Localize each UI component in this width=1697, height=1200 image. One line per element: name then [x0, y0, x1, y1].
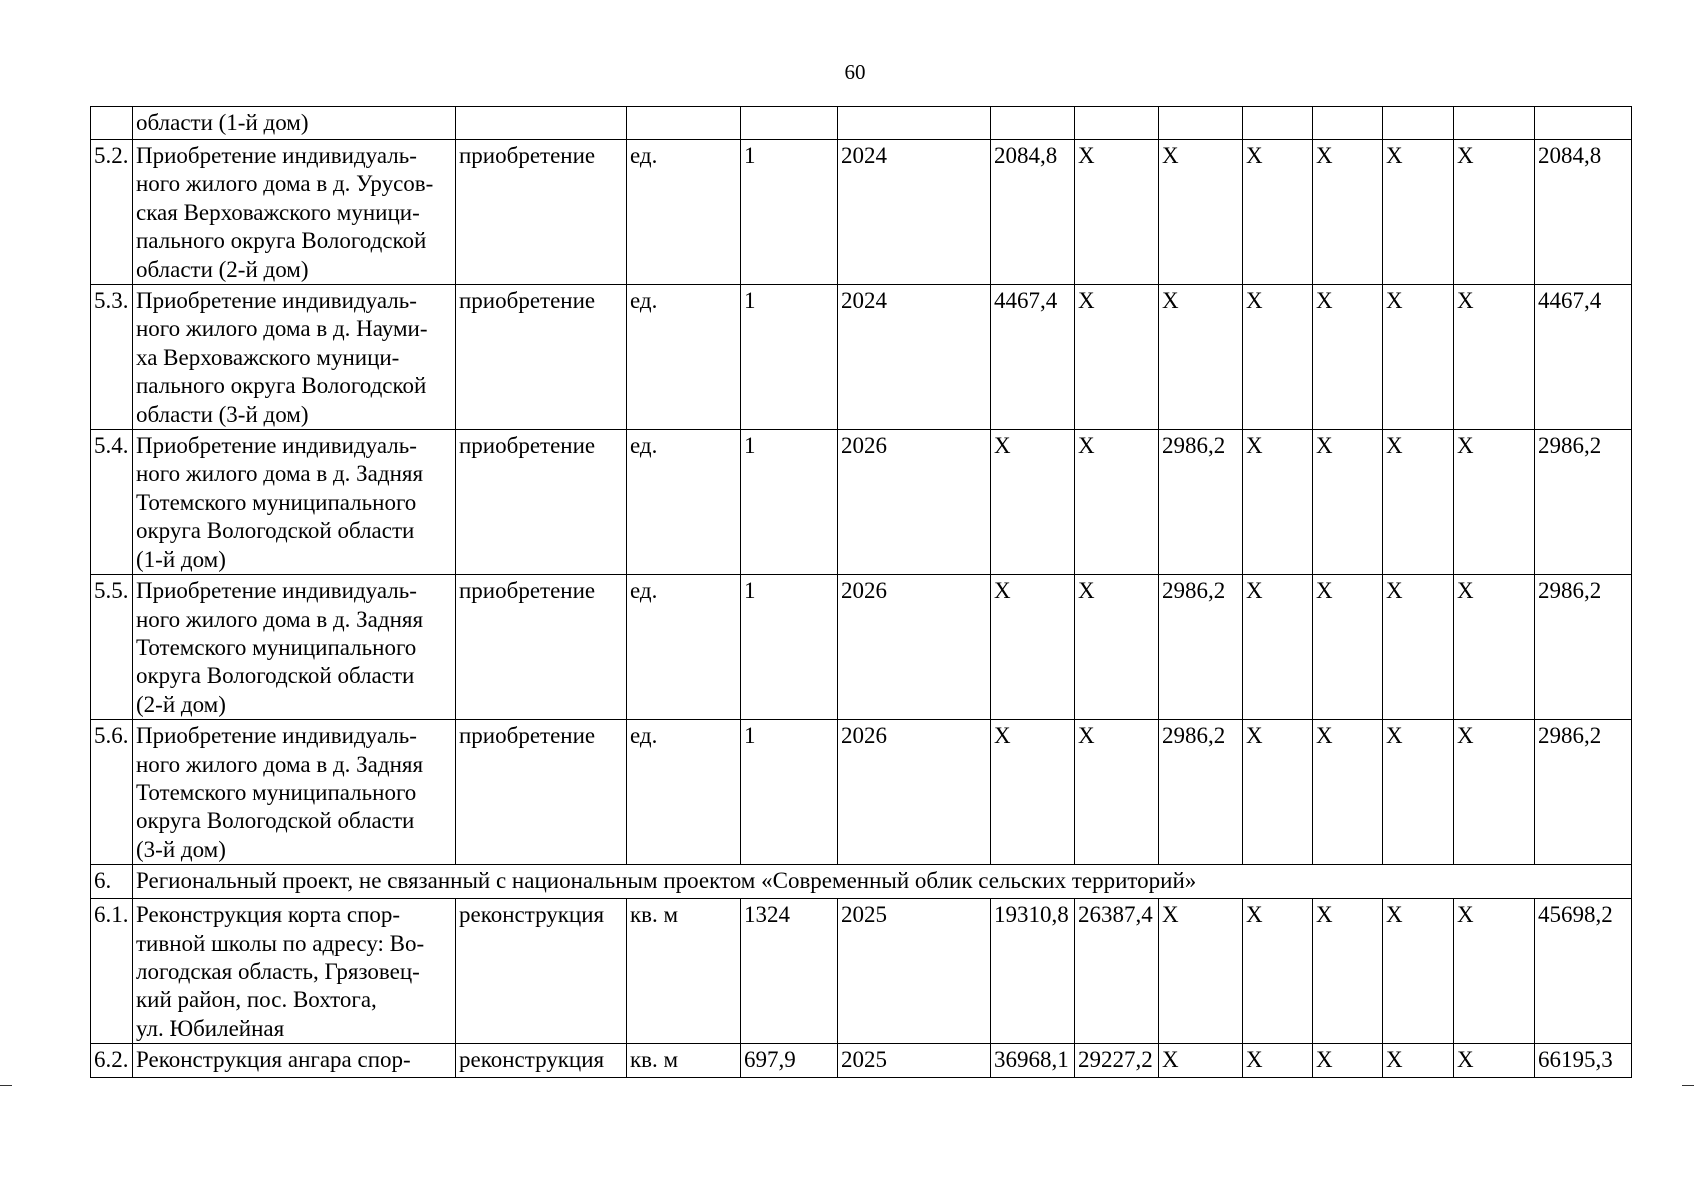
cell-num: 5.5.: [91, 575, 133, 720]
cell-qty: 1: [741, 575, 838, 720]
cell-c7: 19310,8: [991, 899, 1075, 1044]
cell-c11: X: [1313, 430, 1383, 575]
table-row: [91, 430, 1632, 575]
cell-c7: X: [991, 720, 1075, 865]
table-row: [91, 1044, 1632, 1078]
cell-c10: X: [1243, 899, 1313, 1044]
cell-unit: кв. м: [627, 1044, 741, 1078]
cell-total: 2986,2: [1535, 430, 1632, 575]
cell-c13: X: [1454, 899, 1535, 1044]
cell-total: 66195,3: [1535, 1044, 1632, 1078]
cell-num: 5.3.: [91, 285, 133, 430]
cell-year: 2026: [838, 575, 991, 720]
margin-tick: [0, 1085, 12, 1086]
cell-num: 5.2.: [91, 140, 133, 285]
cell-total: 2986,2: [1535, 720, 1632, 865]
cell-qty: 1324: [741, 899, 838, 1044]
cell-c7: X: [991, 430, 1075, 575]
cell-c11: X: [1313, 285, 1383, 430]
cell-c12: X: [1383, 1044, 1454, 1078]
margin-tick: [1682, 1085, 1694, 1086]
table-row: [91, 575, 1632, 720]
cell-c8: X: [1075, 575, 1159, 720]
cell-c12: X: [1383, 899, 1454, 1044]
cell-c10: X: [1243, 285, 1313, 430]
cell-c7: 4467,4: [991, 285, 1075, 430]
section-row: [91, 865, 1632, 899]
cell-c13: X: [1454, 575, 1535, 720]
cell-total: 2986,2: [1535, 575, 1632, 720]
cell-type: приобретение: [456, 430, 627, 575]
cell-c8: X: [1075, 140, 1159, 285]
cell-type: реконструкция: [456, 1044, 627, 1078]
cell-qty: 1: [741, 140, 838, 285]
cell-num: 6.1.: [91, 899, 133, 1044]
cell-c8: 29227,2: [1075, 1044, 1159, 1078]
cell-name: области (1-й дом): [133, 107, 456, 140]
cell-c7: X: [991, 575, 1075, 720]
cell-c10: X: [1243, 720, 1313, 865]
cell-c9: 2986,2: [1159, 575, 1243, 720]
cell-c11: X: [1313, 575, 1383, 720]
cell-name: Приобретение индивидуаль- ного жилого дома в д. Задняя Тотемского муниципального округа Вологодской области (2-й дом): [133, 575, 456, 720]
cell-qty: 697,9: [741, 1044, 838, 1078]
cell-qty: 1: [741, 285, 838, 430]
cell-num: 6.2.: [91, 1044, 133, 1078]
section-number: 6.: [91, 865, 133, 899]
cell-c10: X: [1243, 575, 1313, 720]
table-row: [91, 285, 1632, 430]
table-row: [91, 899, 1632, 1044]
cell-c11: X: [1313, 899, 1383, 1044]
cell-c9: X: [1159, 285, 1243, 430]
cell-c8: X: [1075, 430, 1159, 575]
cell-c10: X: [1243, 430, 1313, 575]
cell-c13: X: [1454, 140, 1535, 285]
cell-qty: 1: [741, 720, 838, 865]
cell-type: реконструкция: [456, 899, 627, 1044]
cell-year: 2024: [838, 140, 991, 285]
cell-c9: 2986,2: [1159, 430, 1243, 575]
cell-c8: X: [1075, 285, 1159, 430]
cell-c12: X: [1383, 285, 1454, 430]
table-row: [91, 140, 1632, 285]
cell-unit: ед.: [627, 430, 741, 575]
cell-type: приобретение: [456, 575, 627, 720]
cell-year: 2026: [838, 720, 991, 865]
cell-name: Приобретение индивидуаль- ного жилого дома в д. Задняя Тотемского муниципального округа Вологодской области (3-й дом): [133, 720, 456, 865]
cell-c13: X: [1454, 430, 1535, 575]
cell-c11: X: [1313, 140, 1383, 285]
cell-name: Приобретение индивидуаль- ного жилого дома в д. Задняя Тотемского муниципального округа Вологодской области (1-й дом): [133, 430, 456, 575]
cell-year: 2024: [838, 285, 991, 430]
cell-year: 2025: [838, 1044, 991, 1078]
table-row: [91, 720, 1632, 865]
cell-c10: X: [1243, 1044, 1313, 1078]
cell-qty: 1: [741, 430, 838, 575]
cell-c12: X: [1383, 720, 1454, 865]
cell-c13: X: [1454, 1044, 1535, 1078]
cell-name: Приобретение индивидуаль- ного жилого дома в д. Науми- ха Верховажского муници- пального округа Вологодской области (3-й дом): [133, 285, 456, 430]
cell-c10: X: [1243, 140, 1313, 285]
cell-total: 4467,4: [1535, 285, 1632, 430]
cell-c12: X: [1383, 140, 1454, 285]
cell-name: Реконструкция корта спор- тивной школы по адресу: Во- логодская область, Грязовец- кий район, пос. Вохтога, ул. Юбилейная: [133, 899, 456, 1044]
cell-type: приобретение: [456, 140, 627, 285]
page-number: 60: [844, 60, 866, 84]
cell-unit: ед.: [627, 140, 741, 285]
cell-type: приобретение: [456, 285, 627, 430]
cell-c9: X: [1159, 140, 1243, 285]
cell-num: 5.6.: [91, 720, 133, 865]
cell-c13: X: [1454, 285, 1535, 430]
cell-c12: X: [1383, 430, 1454, 575]
cell-c8: 26387,4: [1075, 899, 1159, 1044]
cell-year: 2025: [838, 899, 991, 1044]
cell-unit: ед.: [627, 285, 741, 430]
cell-c7: 2084,8: [991, 140, 1075, 285]
cell-c11: X: [1313, 1044, 1383, 1078]
cell-c12: X: [1383, 575, 1454, 720]
cell-unit: ед.: [627, 720, 741, 865]
cell-c9: X: [1159, 899, 1243, 1044]
cell-c13: X: [1454, 720, 1535, 865]
cell-total: 2084,8: [1535, 140, 1632, 285]
cell-name: Приобретение индивидуаль- ного жилого дома в д. Урусов- ская Верховажского муници- пального округа Вологодской области (2-й дом): [133, 140, 456, 285]
cell-c11: X: [1313, 720, 1383, 865]
cell-c9: 2986,2: [1159, 720, 1243, 865]
cell-year: 2026: [838, 430, 991, 575]
section-title: Региональный проект, не связанный с национальным проектом «Современный облик сельских территорий»: [133, 865, 1632, 899]
data-table: [90, 106, 1632, 1078]
table-row: [91, 107, 1632, 140]
cell-c8: X: [1075, 720, 1159, 865]
cell-name: Реконструкция ангара спор-: [133, 1044, 456, 1078]
cell-type: приобретение: [456, 720, 627, 865]
cell-num: 5.4.: [91, 430, 133, 575]
cell-c7: 36968,1: [991, 1044, 1075, 1078]
cell-total: 45698,2: [1535, 899, 1632, 1044]
cell-c9: X: [1159, 1044, 1243, 1078]
cell-unit: кв. м: [627, 899, 741, 1044]
cell-unit: ед.: [627, 575, 741, 720]
